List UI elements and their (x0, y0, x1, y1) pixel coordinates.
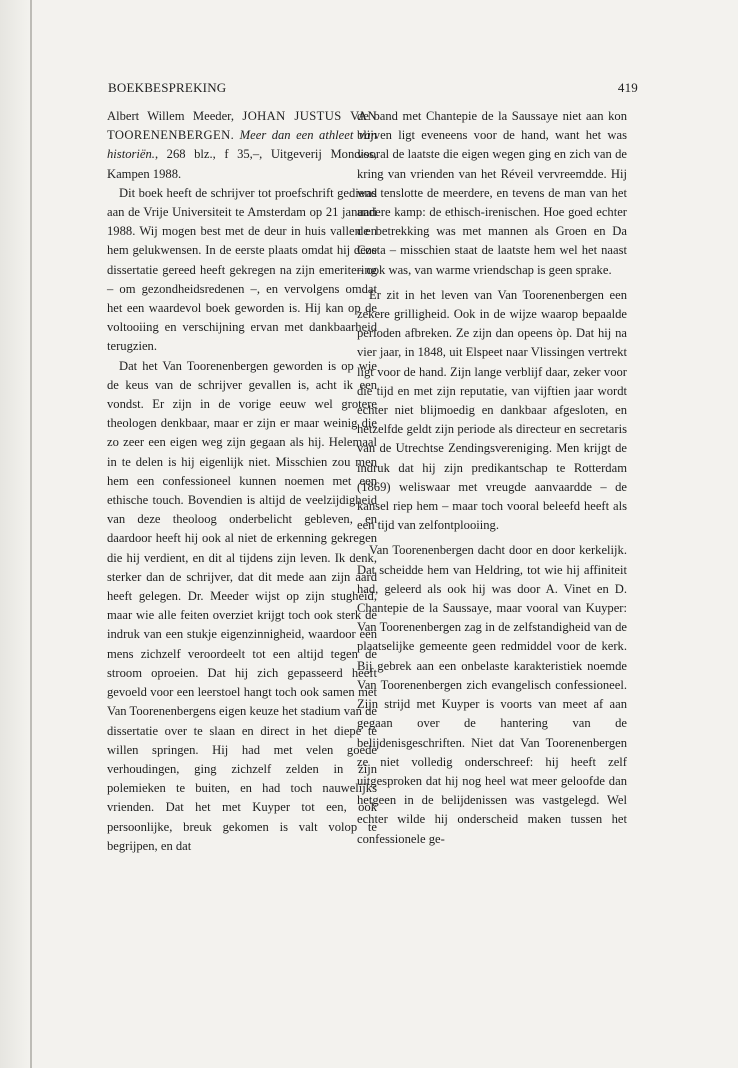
page-edge-line (30, 0, 32, 1068)
left-column (107, 107, 377, 856)
review-book-title: JOHAN JUSTUS VAN TOORENENBERGEN. (107, 109, 378, 143)
page-number: 419 (617, 80, 638, 95)
paragraph: Dit boek heeft de schrijver tot proefschrift gediend aan de Vrije Universiteit te Amsterdam op 21 januari 1988. Wij mogen best met de deur in huis vallen en hem gelukwensen. In de eerste plaats omdat hij deze dissertatie gereed heeft gekregen na zijn emeritering – om gezondheidsredenen –, en vervolgens omdat het een waardevol boek geworden is. Hij kan op de voltooiing en verschijning ervan met dankbaarheid terugzien. (107, 185, 377, 354)
review-book-details: , 268 blz., f 35,–, Uitgeverij Mondiss, Kampen 1988. (107, 147, 377, 181)
paragraph: de band met Chantepie de la Saussaye niet aan kon blijven ligt eveneens voor de hand, want het was vooral de laatste die eigen wegen ging en zich van de kring van vrienden van het Réveil vervreemdde. Hij was tenslotte de meerdere, en tevens de man van het andere kamp: de ethisch-irenischen. Hoe goed echter de betrekking was met mannen als Groen en Da Costa – misschien staat de laatste hem wel het naast – ook was, van warme vriendschap is geen sprake. (357, 109, 627, 277)
review-header (107, 107, 377, 184)
right-column (357, 107, 627, 849)
running-head (108, 80, 638, 96)
page-edge-shadow (0, 0, 30, 1068)
review-book-subtitle: Meer dan een athleet van historiën. (107, 128, 377, 162)
review-author: Albert Willem Meeder, (107, 109, 243, 123)
paragraph: Dat het Van Toorenenbergen geworden is op wie de keus van de schrijver gevallen is, acht ik een vondst. Er zijn in de vorige eeuw wel grotere theologen denkbaar, maar er zijn er maar weinig die zo zeer een eigen weg zijn gegaan als hij. Helemaal in te delen is hij eigenlijk niet. Misschien zou men hem een confessioneel kunnen noemen met een ethische touch. Bovendien is altijd de veelzijdigheid van deze theoloog onderbelicht gebleven, en daardoor heeft hij ook al niet de erkenning gekregen die hij verdient, en dit al tijdens zijn leven. Ik denk, sterker dan de schrijver, dat dit mede aan zijn aard heeft gelegen. Dr. Meeder wijst op zijn stugheid, maar wie alle feiten overziet krijgt toch ook sterk de indruk van een stukje eigenzinnigheid, waardoor een mens zichzelf veroordeelt tot een altijd tegen de stroom oproeien. Dat hij zich gepasseerd heeft gevoeld voor een leerstoel hangt toch ook samen met Van Toorenenbergens eigen keuze het stadium van de dissertatie over te slaan en direct in het diepe te willen springen. Hij had met velen goede verhoudingen, ging zichzelf zelden in zijn polemieken te buiten, en had toch nauwelijks vrienden. Dat het met Kuyper tot een, ook persoonlijke, breuk gekomen is valt volop te begrijpen, en dat (107, 358, 377, 853)
paragraph: Er zit in het leven van Van Toorenenbergen een zekere grilligheid. Ook in de wijze waarop bepaalde perioden afbreken. Ze zijn dan opeens òp. Dat hij na vier jaar, in 1848, uit Elspeet naar Vlissingen vertrekt ligt voor de hand. Zijn lange verblijf daar, zeker voor die tijd en met zijn reputatie, van vijftien jaar wordt echter niet blijmoedig en dankbaar afgesloten, en hetzelfde geldt zijn periode als directeur en secretaris van de Utrechtse Zendingsvereniging. Men krijgt de indruk dat hij zijn predikantschap te Rotterdam (1869) weliswaar met vreugde aanvaardde – de kansel riep hem – maar toch vooral beleefd heeft als een tijd van zelfontplooiing. (357, 287, 627, 533)
section-title: BOEKBESPREKING (108, 80, 227, 95)
paragraph: Van Toorenenbergen dacht door en door kerkelijk. Dat scheidde hem van Heldring, tot wie hij affiniteit had, geleerd als ook hij was door A. Vinet en D. Chantepie de la Saussaye, maar vooral van Kuyper: Van Toorenenbergen zag in de zelfstandigheid van de plaatselijke gemeente geen redmiddel voor de kerk. Bij gebrek aan een onbelaste karakteristiek noemde Van Toorenenbergen zich evangelisch confessioneel. Zijn strijd met Kuyper is voorts van meet af aan gegaan over de hantering van de belijdenisgeschriften. Niet dat Van Toorenenbergen ze niet volledig onderschreef: hij heeft zelf uitgesproken dat hij nog heel wat meer geloofde dan hetgeen in de belijdenissen was vastgelegd. Wel echter wilde hij onderscheid maken tussen het confessionele ge- (357, 543, 627, 846)
